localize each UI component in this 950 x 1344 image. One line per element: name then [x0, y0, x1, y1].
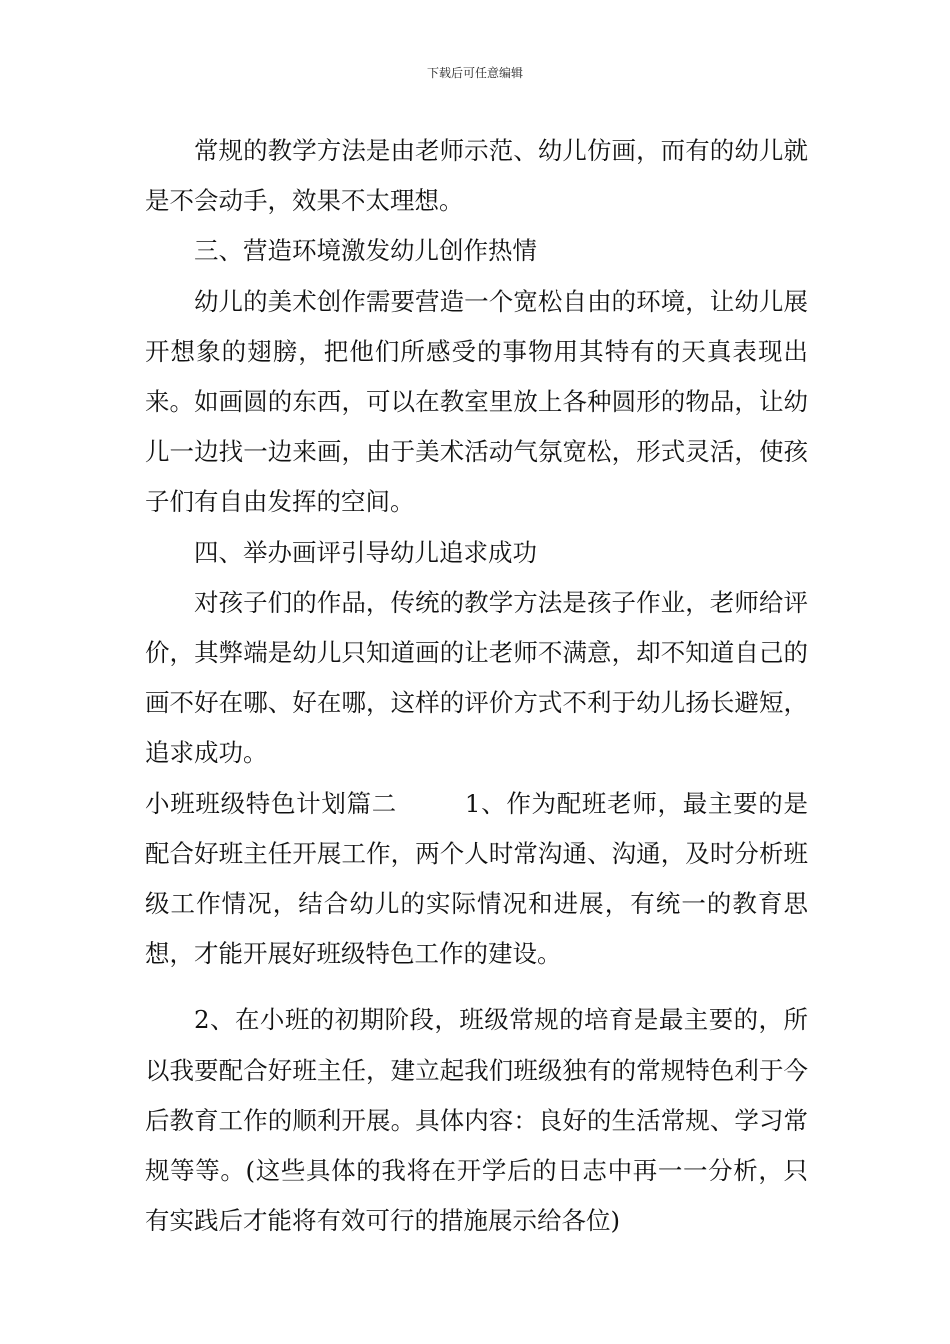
paragraph: 幼儿的美术创作需要营造一个宽松自由的环境，让幼儿展开想象的翅膀，把他们所感受的事物用其特有的天真表现出来。如画圆的东西，可以在教室里放上各种圆形的物品，让幼儿一边找一边来画，由于美术活动气氛宽松，形式灵活，使孩子们有自由发挥的空间。 — [145, 286, 808, 517]
section-heading: 三、营造环境激发幼儿创作热情 — [194, 236, 537, 266]
paragraph: 2、在小班的初期阶段，班级常规的培育是最主要的，所以我要配合好班主任，建立起我们班级独有的常规特色利于今后教育工作的顺利开展。具体内容：良好的生活常规、学习常规等等。(这些具体的我将在开学后的日志中再一一分析，只有实践后才能将有效可行的措施展示给各位) — [145, 1005, 808, 1236]
document-body — [145, 126, 808, 1246]
section-2-paragraph-1-text: 1、作为配班老师，最主要的是配合好班主任开展工作，两个人时常沟通、沟通，及时分析班级工作情况，结合幼儿的实际情况和进展，有统一的教育思想，才能开展好班级特色工作的建设。 — [145, 788, 809, 969]
section-2-spacer — [397, 789, 465, 818]
section-2-title: 小班班级特色计划篇二 — [145, 788, 397, 818]
section-2-first-paragraph — [145, 779, 808, 980]
section-heading: 四、举办画评引导幼儿追求成功 — [194, 537, 537, 567]
header-note: 下载后可任意编辑 — [426, 66, 523, 80]
paragraph: 对孩子们的作品，传统的教学方法是孩子作业，老师给评价，其弊端是幼儿只知道画的让老师不满意，却不知道自己的画不好在哪、好在哪，这样的评价方式不利于幼儿扬长避短，追求成功。 — [145, 587, 808, 768]
paragraph: 常规的教学方法是由老师示范、幼儿仿画，而有的幼儿就是不会动手，效果不太理想。 — [145, 136, 808, 216]
